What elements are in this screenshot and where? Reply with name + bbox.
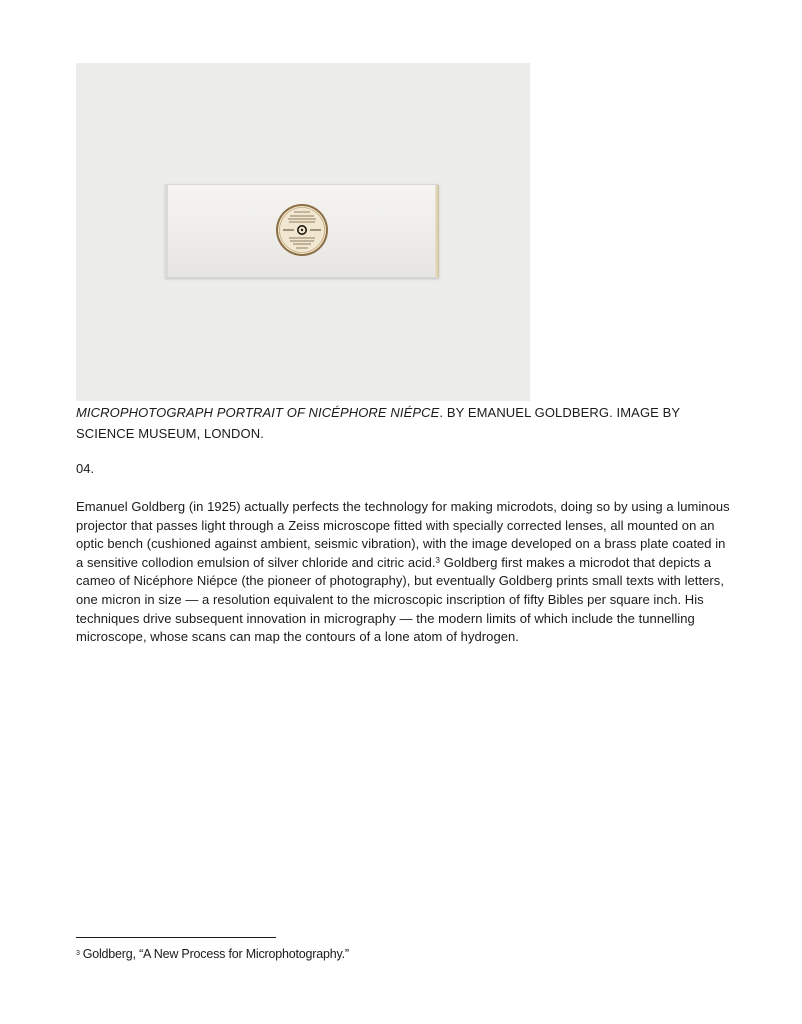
body-text-part1: Emanuel Goldberg (in 1925) actually perfects the technology for making microdots, doing so by using a luminous projector that passes light through a Zeiss microscope fitted with specially corrected lenses, all mounted on an optic bench (cushioned against ambient, seismic vibration), with the image developed on a brass plate coated in a sensitive collodion emulsion of silver chloride and citric acid.: [76, 499, 730, 570]
footnote-number: 3: [76, 950, 80, 957]
glass-slide: [165, 184, 439, 278]
figure-caption: [76, 402, 726, 444]
section-number: 04.: [76, 461, 95, 476]
body-paragraph: [76, 498, 736, 647]
footnote: [76, 946, 349, 963]
microdot-label-disc: [275, 203, 329, 257]
footnote-divider: [76, 937, 276, 938]
caption-credit: . BY EMANUEL GOLDBERG. IMAGE BY SCIENCE MUSEUM, LONDON.: [76, 405, 680, 441]
body-text-part2: Goldberg first makes a microdot that depicts a cameo of Nicéphore Niépce (the pioneer of photography), but eventually Goldberg prints small texts with letters, one micron in size — a resolution equivalent to the microscopic inscription of fifty Bibles per square inch. His techniques drive subsequent innovation in micrography — the modern limits of which include the tunnelling microscope, whose scans can map the contours of a lone atom of hydrogen.: [76, 554, 724, 645]
caption-title: MICROPHOTOGRAPH PORTRAIT OF NICÉPHORE NIÉPCE: [76, 405, 440, 420]
footnote-text: Goldberg, “A New Process for Microphotography.”: [82, 947, 349, 961]
slide-right-edge: [435, 185, 439, 277]
footnote-reference[interactable]: 3: [435, 555, 441, 565]
slide-left-edge: [165, 185, 168, 277]
microphotograph-image: [76, 63, 530, 401]
